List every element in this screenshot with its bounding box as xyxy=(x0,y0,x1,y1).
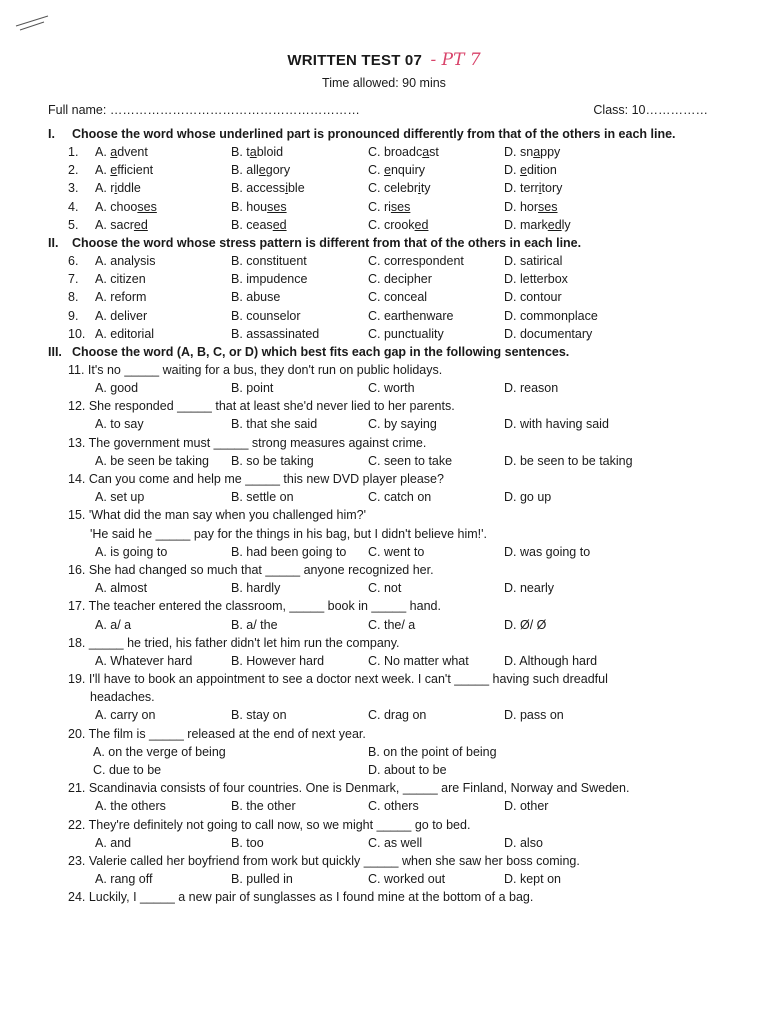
underlined-part: a xyxy=(249,145,257,159)
underlined-part: e xyxy=(519,163,527,178)
question-stem-continued xyxy=(48,525,720,543)
answer-option: C. by saying xyxy=(368,417,437,432)
underlined-part: ed xyxy=(272,217,287,232)
answer-option: C. enquiry xyxy=(368,163,425,178)
answer-option: B. point xyxy=(231,381,274,396)
question-text: 21. Scandinavia consists of four countries. One is Denmark, _____ are Finland, Norway and Sweden. xyxy=(68,781,630,796)
answer-option: C. broadcast xyxy=(368,145,439,159)
question-text: 15. 'What did the man say when you challenged him?' xyxy=(68,508,367,523)
answer-option: C. decipher xyxy=(368,272,432,287)
answer-option: B. settle on xyxy=(231,490,294,505)
answer-option: C. correspondent xyxy=(368,253,464,268)
answer-option: B. hardly xyxy=(231,581,281,596)
answer-option: B. counselor xyxy=(231,308,301,323)
question-stem xyxy=(48,397,720,415)
answer-option: C. celebrity xyxy=(368,181,431,196)
question-row xyxy=(48,179,720,197)
answer-row xyxy=(48,579,720,597)
answer-option: B. assassinated xyxy=(231,326,320,341)
answer-option: D. pass on xyxy=(504,708,564,723)
answer-option: A. good xyxy=(95,381,139,396)
answer-option: D. documentary xyxy=(504,326,593,341)
answer-option: B. too xyxy=(231,835,264,850)
question-stem xyxy=(48,888,720,906)
question-text: 17. The teacher entered the classroom, _____ book in _____ hand. xyxy=(68,599,441,614)
answer-row xyxy=(48,706,720,724)
question-text: 20. The film is _____ released at the end of next year. xyxy=(68,726,366,741)
question-row xyxy=(48,252,720,270)
section-text: Choose the word whose stress pattern is different from that of the others in each line. xyxy=(72,235,582,250)
answer-row xyxy=(48,379,720,397)
answer-option: A. citizen xyxy=(95,272,146,287)
answer-option: C. drag on xyxy=(368,708,427,723)
answer-option: D. with having said xyxy=(504,417,609,432)
question-stem xyxy=(48,434,720,452)
answer-option: B. houses xyxy=(231,199,287,214)
answer-option: C. as well xyxy=(368,835,423,850)
answer-option: B. that she said xyxy=(231,417,318,432)
answer-option: C. earthenware xyxy=(368,308,454,323)
question-row xyxy=(48,270,720,288)
answer-option: B. stay on xyxy=(231,708,287,723)
underlined-part: ses xyxy=(267,199,287,214)
answer-option: C. not xyxy=(368,581,402,596)
answer-option: A. Whatever hard xyxy=(95,653,193,668)
answer-row xyxy=(48,652,720,670)
question-stem xyxy=(48,470,720,488)
answer-option: B. ceased xyxy=(231,217,287,232)
answer-option: D. Although hard xyxy=(504,653,598,668)
answer-option: A. is going to xyxy=(95,544,168,559)
section-numeral: I. xyxy=(48,127,55,141)
time-allowed: Time allowed: 90 mins xyxy=(322,76,446,90)
underlined-part: i xyxy=(285,181,288,196)
question-stem xyxy=(48,597,720,615)
answer-option: B. pulled in xyxy=(231,872,293,887)
answer-option: D. contour xyxy=(504,290,562,305)
answer-option: A. the others xyxy=(95,799,166,814)
answer-option: C. the/ a xyxy=(368,617,416,632)
answer-option: A. advent xyxy=(95,145,148,159)
answer-option: C. went to xyxy=(368,544,425,559)
answer-option: D. was going to xyxy=(504,544,591,559)
answer-row xyxy=(48,415,720,433)
answer-option: D. be seen to be taking xyxy=(504,453,633,468)
question-text: 23. Valerie called her boyfriend from work but quickly _____ when she saw her boss coming. xyxy=(68,853,580,868)
question-stem xyxy=(48,506,720,524)
answer-option: B. the other xyxy=(231,799,296,814)
question-number: 9. xyxy=(68,308,79,323)
underlined-part: a xyxy=(422,145,430,159)
question-stem xyxy=(48,361,720,379)
answer-option: D. satirical xyxy=(504,253,563,268)
section-numeral: II. xyxy=(48,235,59,250)
answer-option: B. constituent xyxy=(231,253,307,268)
answer-option: D. about to be xyxy=(368,763,447,777)
answer-option: A. set up xyxy=(95,490,145,505)
answer-row xyxy=(48,488,720,506)
full-name-field: Full name: …………………………………………………… xyxy=(48,103,360,117)
question-number: 1. xyxy=(68,145,79,159)
class-field: Class: 10…………… xyxy=(593,103,708,117)
section-text: Choose the word whose underlined part is pronounced differently from that of the others in each line. xyxy=(72,127,676,141)
answer-option: D. nearly xyxy=(504,581,555,596)
question-stem xyxy=(48,852,720,870)
underlined-part: e xyxy=(383,163,391,178)
answer-option: D. snappy xyxy=(504,145,561,159)
answer-option: C. due to be xyxy=(93,763,162,777)
question-row xyxy=(48,307,720,325)
answer-option: A. on the verge of being xyxy=(93,744,226,759)
question-number: 7. xyxy=(68,272,79,287)
underlined-part: ed xyxy=(133,217,148,232)
question-row xyxy=(48,288,720,306)
answer-option: C. No matter what xyxy=(368,653,469,668)
answer-option: D. letterbox xyxy=(504,272,568,287)
answer-row xyxy=(48,452,720,470)
answer-option: B. However hard xyxy=(231,653,325,668)
answer-option: B. accessible xyxy=(231,181,305,196)
answer-option: A. editorial xyxy=(95,326,155,341)
answer-option: D. territory xyxy=(504,181,563,196)
answer-option: C. worked out xyxy=(368,872,446,887)
question-text: 12. She responded _____ that at least she'd never lied to her parents. xyxy=(68,399,455,414)
question-text: 24. Luckily, I _____ a new pair of sunglasses as I found mine at the bottom of a bag. xyxy=(68,890,534,905)
answer-option: D. also xyxy=(504,835,543,850)
question-text: 16. She had changed so much that _____ anyone recognized her. xyxy=(68,562,434,577)
answer-option: C. seen to take xyxy=(368,453,453,468)
underlined-part: e xyxy=(258,163,266,178)
answer-option: B. a/ the xyxy=(231,617,278,632)
answer-option: D. go up xyxy=(504,490,552,505)
answer-option: D. horses xyxy=(504,199,558,214)
answer-option: D. edition xyxy=(504,163,557,178)
answer-option: B. so be taking xyxy=(231,453,314,468)
answer-option: C. crooked xyxy=(368,217,429,232)
answer-option: A. analysis xyxy=(95,253,156,268)
answer-option: A. rang off xyxy=(95,872,153,887)
answer-option: A. chooses xyxy=(95,199,157,214)
answer-option: D. commonplace xyxy=(504,308,598,323)
underlined-part: e xyxy=(110,163,118,178)
answer-option: A. sacred xyxy=(95,217,148,232)
answer-option: A. reform xyxy=(95,290,147,305)
underlined-part: i xyxy=(114,181,118,196)
question-number: 8. xyxy=(68,290,79,305)
question-stem-continued xyxy=(48,688,720,706)
underlined-part: ed xyxy=(547,217,562,232)
question-text: 11. It's no _____ waiting for a bus, they don't run on public holidays. xyxy=(68,362,443,377)
answer-option: C. rises xyxy=(368,199,411,214)
section-text: Choose the word (A, B, C, or D) which best fits each gap in the following sentences. xyxy=(72,344,570,359)
question-stem xyxy=(48,561,720,579)
question-number: 3. xyxy=(68,181,79,196)
answer-option: C. worth xyxy=(368,381,415,396)
page-title: WRITTEN TEST 07 xyxy=(287,52,423,69)
answer-row xyxy=(48,797,720,815)
answer-row xyxy=(48,761,720,779)
answer-option: A. to say xyxy=(95,417,144,432)
underlined-part: ses xyxy=(538,199,558,214)
answer-row xyxy=(48,616,720,634)
section-instruction xyxy=(48,125,720,143)
answer-option: B. abuse xyxy=(231,290,281,305)
answer-option: B. on the point of being xyxy=(368,744,497,759)
question-text: headaches. xyxy=(90,690,155,705)
answer-option: B. impudence xyxy=(231,272,308,287)
question-stem xyxy=(48,816,720,834)
question-text: 18. _____ he tried, his father didn't let him run the company. xyxy=(68,635,400,650)
answer-option: A. be seen be taking xyxy=(95,453,209,468)
test-content xyxy=(48,125,720,907)
answer-option: A. efficient xyxy=(95,163,154,178)
section-instruction xyxy=(48,343,720,361)
question-row xyxy=(48,325,720,343)
question-number: 6. xyxy=(68,253,79,268)
pen-scribble-mark xyxy=(14,10,54,34)
underlined-part: i xyxy=(418,181,421,196)
question-text: 22. They're definitely not going to call now, so we might _____ go to bed. xyxy=(68,817,471,832)
answer-option: B. tabloid xyxy=(231,145,284,159)
answer-option: C. conceal xyxy=(368,290,428,305)
question-number: 4. xyxy=(68,199,79,214)
question-row xyxy=(48,161,720,179)
question-stem xyxy=(48,670,720,688)
underlined-part: ses xyxy=(390,199,411,214)
underlined-part: a xyxy=(110,145,118,159)
answer-option: A. almost xyxy=(95,581,148,596)
answer-option: D. markedly xyxy=(504,217,571,232)
answer-option: A. carry on xyxy=(95,708,156,723)
answer-row xyxy=(48,834,720,852)
answer-row xyxy=(48,543,720,561)
answer-option: D. kept on xyxy=(504,872,561,887)
answer-option: A. and xyxy=(95,835,132,850)
question-stem xyxy=(48,634,720,652)
answer-option: B. allegory xyxy=(231,163,291,178)
answer-option: A. deliver xyxy=(95,308,148,323)
answer-option: B. had been going to xyxy=(231,544,347,559)
question-text: 14. Can you come and help me _____ this new DVD player please? xyxy=(68,472,444,486)
answer-option: D. Ø/ Ø xyxy=(504,617,547,632)
question-text: 19. I'll have to book an appointment to see a doctor next week. I can't _____ having such dreadful xyxy=(68,672,608,687)
title-row xyxy=(0,50,768,70)
answer-option: A. a/ a xyxy=(95,617,132,632)
answer-option: C. punctuality xyxy=(368,326,444,341)
question-stem xyxy=(48,725,720,743)
question-text: 13. The government must _____ strong measures against crime. xyxy=(68,435,427,450)
question-number: 2. xyxy=(68,163,79,178)
underlined-part: i xyxy=(538,181,542,196)
answer-row xyxy=(48,870,720,888)
answer-option: A. riddle xyxy=(95,181,141,196)
underlined-part: ed xyxy=(414,217,429,232)
question-number: 10. xyxy=(68,326,86,341)
question-row xyxy=(48,198,720,216)
answer-option: D. other xyxy=(504,799,549,814)
underlined-part: a xyxy=(533,145,541,159)
handwritten-note: - PT 7 xyxy=(430,50,481,70)
answer-option: C. others xyxy=(368,799,419,814)
question-stem xyxy=(48,779,720,797)
answer-option: D. reason xyxy=(504,381,559,396)
name-row xyxy=(48,103,708,117)
underlined-part: ses xyxy=(137,199,157,214)
question-number: 5. xyxy=(68,217,79,232)
question-row xyxy=(48,216,720,234)
question-row xyxy=(48,143,720,161)
section-instruction xyxy=(48,234,720,252)
question-text: 'He said he _____ pay for the things in his bag, but I didn't believe him!'. xyxy=(90,526,487,541)
section-numeral: III. xyxy=(48,344,62,359)
answer-option: C. catch on xyxy=(368,490,432,505)
answer-row xyxy=(48,743,720,761)
